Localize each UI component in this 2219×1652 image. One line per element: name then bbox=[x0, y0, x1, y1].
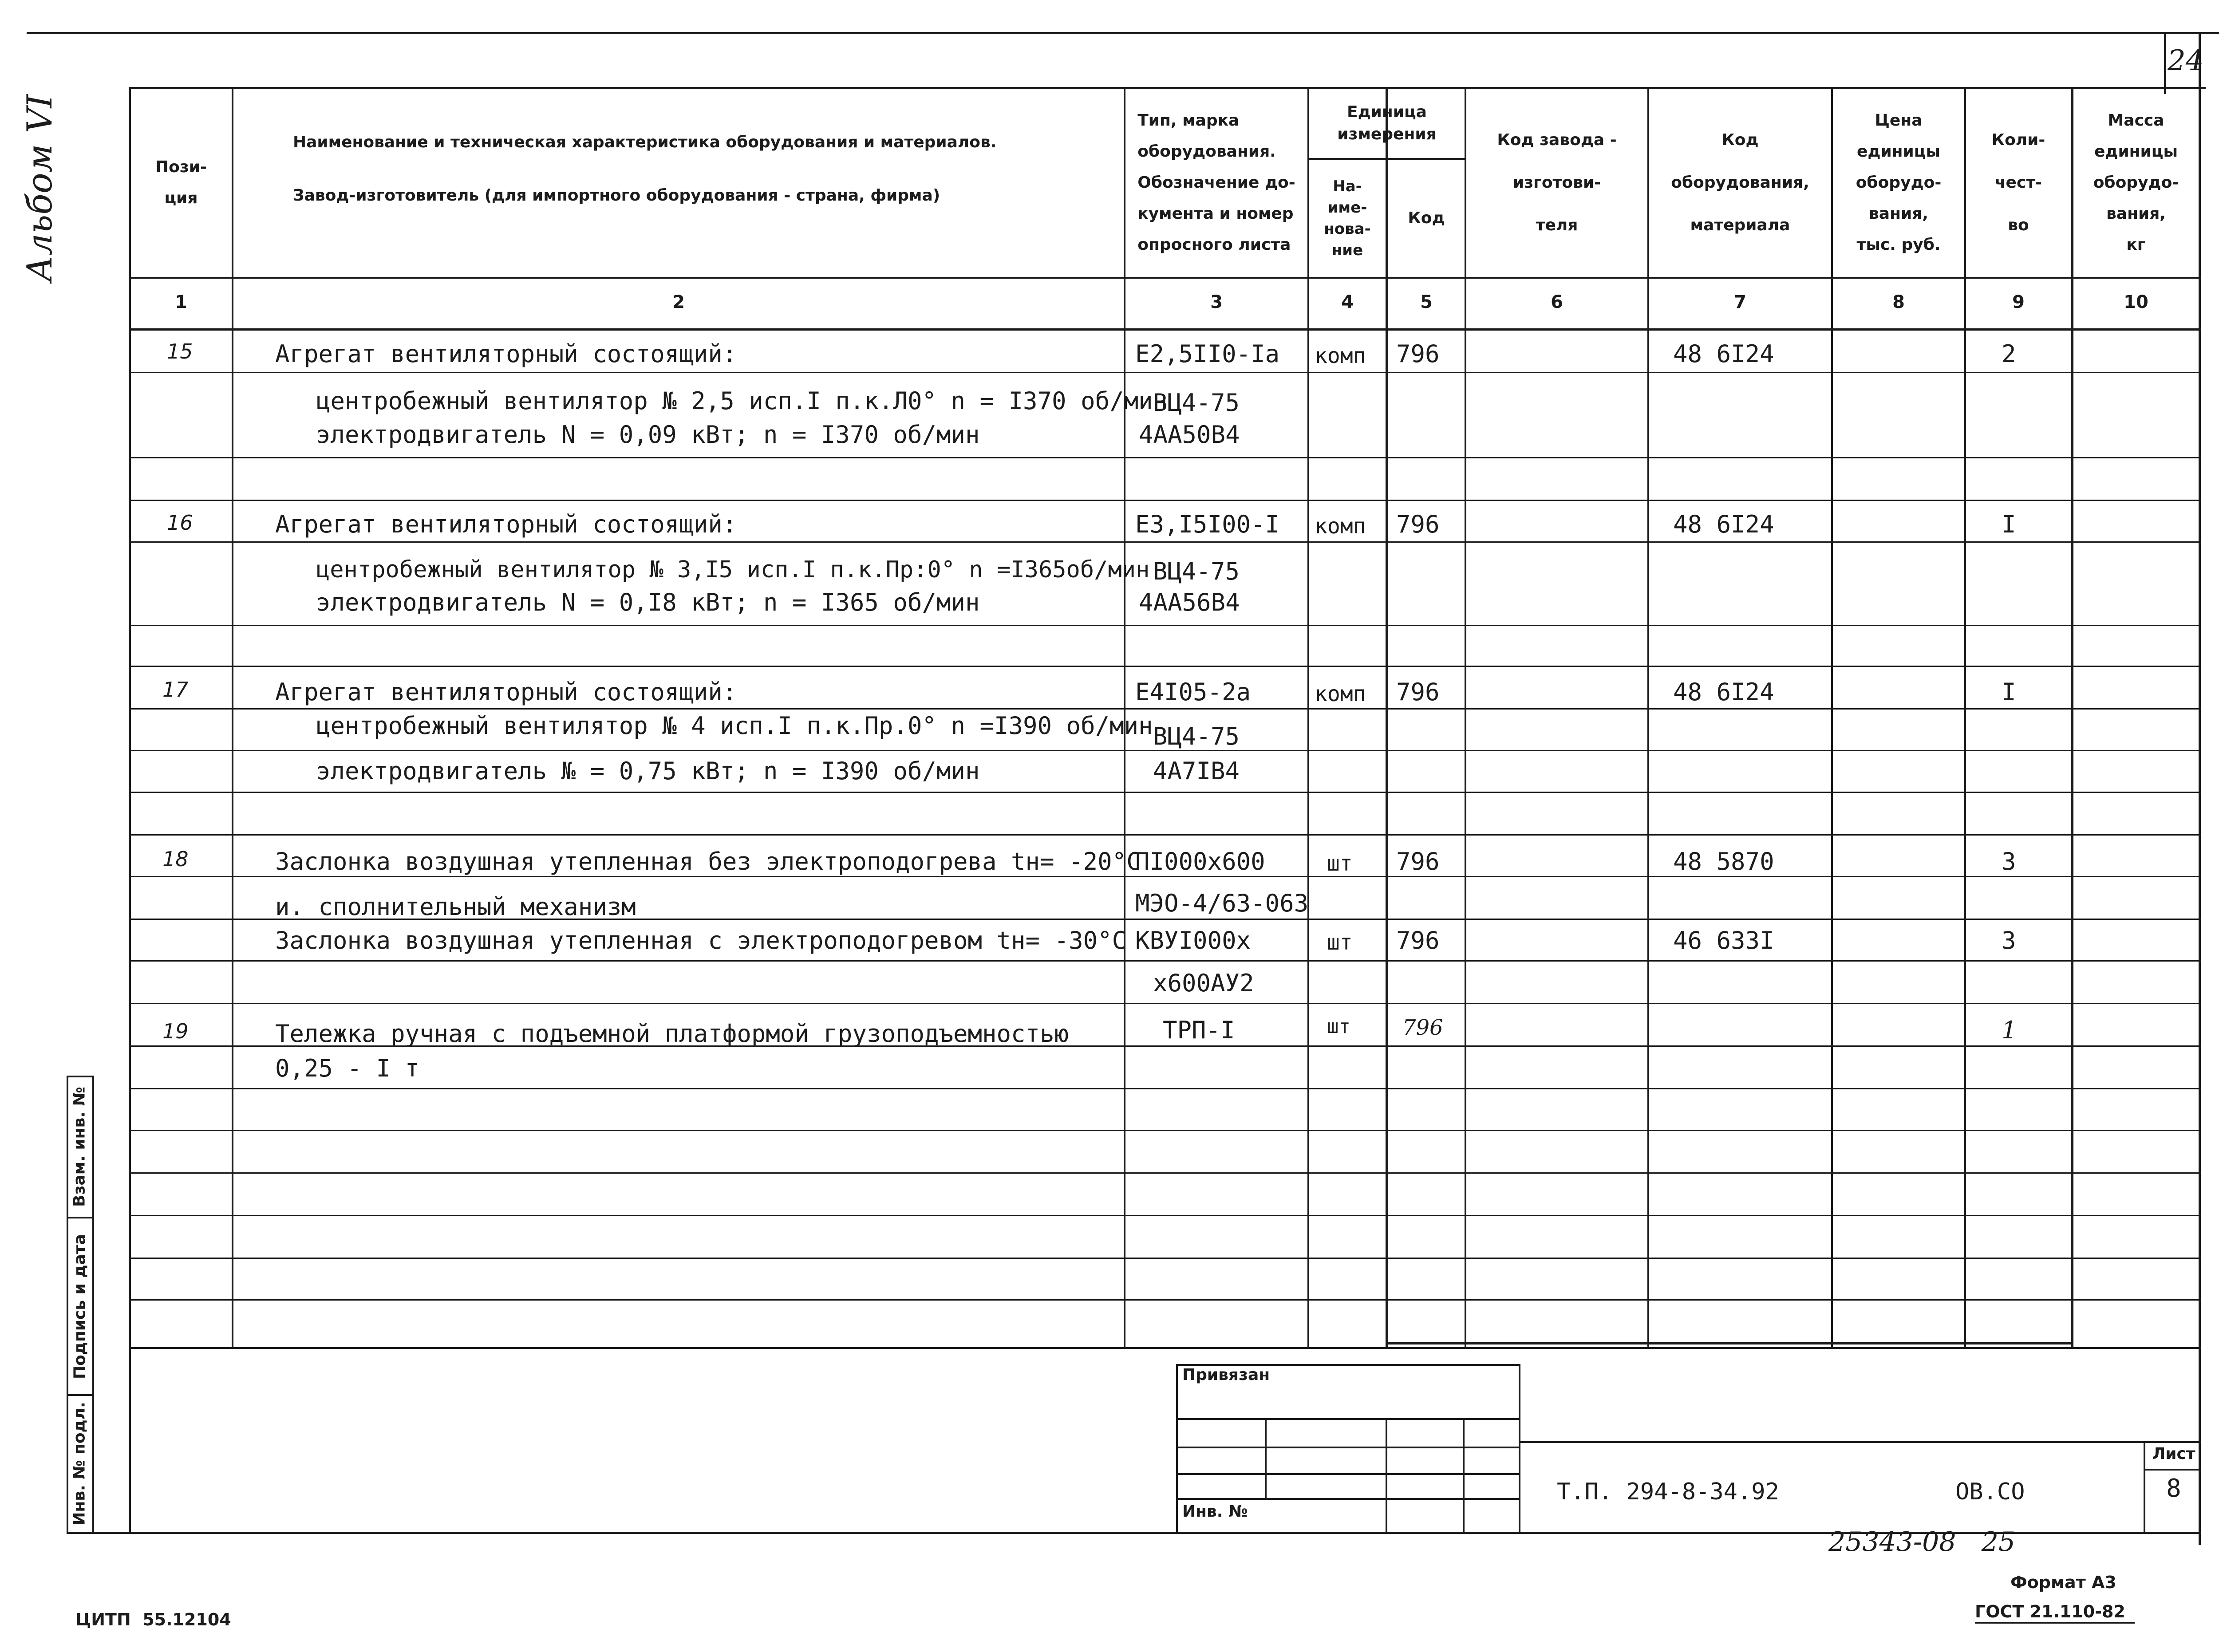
handwritten-code: 25343-08 25 bbox=[1828, 1526, 2016, 1557]
album-label: Альбом VI bbox=[20, 94, 60, 282]
row-type: ТРП-I bbox=[1163, 1016, 1235, 1044]
gost-label: ГОСТ 21.110-82 bbox=[1975, 1602, 2125, 1621]
privyazan-label: Привязан bbox=[1182, 1366, 1270, 1384]
inv-podl-label: Инв. № подл. bbox=[70, 1402, 89, 1526]
row-equipment-code: 48 6I24 bbox=[1673, 678, 1774, 706]
row-unit-code: 796 bbox=[1402, 1015, 1443, 1040]
row-type: 4А7IВ4 bbox=[1153, 757, 1240, 785]
col-num-6: 6 bbox=[1551, 292, 1563, 312]
row-equipment-code: 46 633I bbox=[1673, 927, 1774, 954]
row-unit-code: 796 bbox=[1396, 848, 1440, 875]
col-num-1: 1 bbox=[175, 292, 187, 312]
right-frame-line bbox=[2199, 32, 2201, 1545]
row-name: 0,25 - I т bbox=[275, 1054, 420, 1082]
header-quantity: Коли- чест- во bbox=[1991, 131, 2045, 234]
top-frame-line bbox=[27, 32, 2219, 34]
header-name-line1: Наименование и техническая характеристика оборудования и материалов. bbox=[293, 133, 997, 151]
row-type: Е2,5II0-Iа bbox=[1135, 340, 1280, 368]
row-equipment-code: 48 5870 bbox=[1673, 848, 1774, 875]
row-quantity: 1 bbox=[2002, 1016, 2017, 1044]
col-num-9: 9 bbox=[2012, 292, 2025, 312]
header-price: Цена единицы оборудо- вания, тыс. руб. bbox=[1856, 111, 1942, 254]
col-num-5: 5 bbox=[1420, 292, 1433, 312]
list-label: Лист bbox=[2152, 1445, 2195, 1463]
col-num-10: 10 bbox=[2124, 292, 2148, 312]
row-type: МЭО-4/63-063 bbox=[1135, 889, 1309, 917]
row-unit-code: 796 bbox=[1396, 510, 1440, 538]
gost-underline bbox=[1975, 1622, 2135, 1624]
row-position: 15 bbox=[167, 339, 193, 363]
row-type: 4АА56В4 bbox=[1139, 588, 1240, 616]
format-label: Формат А3 bbox=[2010, 1573, 2116, 1592]
list-number: 8 bbox=[2166, 1474, 2181, 1503]
row-name: Тележка ручная с подъемной платформой грузоподъемностью bbox=[275, 1020, 1069, 1048]
inv-vzam-label: Взам. инв. № bbox=[70, 1087, 89, 1207]
row-name: центробежный вентилятор № 3,I5 исп.I п.к.Пр:0° n =I365об/мин bbox=[316, 556, 1150, 583]
row-equipment-code: 48 6I24 bbox=[1673, 510, 1774, 538]
row-name: электродвигатель № = 0,75 кВт; n = I390 об/мин bbox=[316, 757, 980, 785]
row-type: ВЦ4-75 bbox=[1153, 389, 1240, 417]
row-unit-code: 796 bbox=[1396, 927, 1440, 954]
row-unit-code: 796 bbox=[1396, 340, 1440, 368]
row-unit: комп bbox=[1315, 343, 1366, 368]
row-name: Заслонка воздушная утепленная без электроподогрева tн= -20°С bbox=[275, 848, 1141, 875]
row-name: центробежный вентилятор № 4 исп.I п.к.Пр.0° n =I390 об/мин bbox=[316, 712, 1153, 740]
row-position: 17 bbox=[162, 678, 189, 702]
col-num-3: 3 bbox=[1210, 292, 1223, 312]
row-name: Агрегат вентиляторный состоящий: bbox=[275, 510, 737, 538]
header-unit-name: На- име- нова- ние bbox=[1324, 177, 1371, 259]
row-unit: шт bbox=[1327, 1015, 1350, 1038]
sheet-corner-number: 24 bbox=[2168, 44, 2204, 77]
row-type: х600АУ2 bbox=[1153, 969, 1254, 997]
row-type: Е3,I5I00-I bbox=[1135, 510, 1280, 538]
row-type: КВУI000х bbox=[1135, 927, 1251, 954]
row-quantity: 3 bbox=[2002, 848, 2016, 875]
row-quantity: 3 bbox=[2002, 927, 2016, 954]
row-name: и. сполнительный механизм bbox=[275, 893, 636, 921]
header-unit-code: Код bbox=[1408, 209, 1445, 227]
row-name: электродвигатель N = 0,09 кВт; n = I370 об/мин bbox=[316, 421, 980, 449]
row-name: электродвигатель N = 0,I8 кВт; n = I365 об/мин bbox=[316, 588, 980, 616]
col-num-2: 2 bbox=[672, 292, 685, 312]
row-type: 4АА50В4 bbox=[1139, 421, 1240, 449]
document-number: Т.П. 294-8-34.92 bbox=[1557, 1479, 1779, 1505]
row-name: центробежный вентилятор № 2,5 исп.I п.к.Л0° n = I370 об/мин bbox=[316, 387, 1168, 415]
header-unit-group: Единица измерения bbox=[1337, 103, 1437, 143]
row-unit: комп bbox=[1315, 682, 1366, 706]
row-quantity: 2 bbox=[2002, 340, 2016, 368]
row-name: Агрегат вентиляторный состоящий: bbox=[275, 678, 737, 706]
row-unit: шт bbox=[1327, 930, 1353, 955]
header-name-line2: Завод-изготовитель (для импортного оборудования - страна, фирма) bbox=[293, 186, 940, 205]
col-num-7: 7 bbox=[1734, 292, 1746, 312]
row-quantity: I bbox=[2002, 678, 2016, 706]
header-equipment-code: Код оборудования, материала bbox=[1671, 131, 1809, 234]
row-position: 19 bbox=[162, 1019, 189, 1043]
row-type: ВЦ4-75 bbox=[1153, 557, 1240, 585]
row-unit: шт bbox=[1327, 851, 1353, 876]
row-name: Заслонка воздушная утепленная с электроподогревом tн= -30°С bbox=[275, 927, 1127, 954]
col-num-4: 4 bbox=[1341, 292, 1354, 312]
document-code: ОВ.СО bbox=[1955, 1479, 2025, 1505]
row-position: 16 bbox=[167, 511, 193, 535]
corner-box-left bbox=[2164, 32, 2166, 94]
row-quantity: I bbox=[2002, 510, 2016, 538]
header-factory-code: Код завода - изготови- теля bbox=[1497, 131, 1617, 234]
header-type: Тип, марка оборудования. Обозначение до- кумента и номер опросного листа bbox=[1137, 111, 1295, 254]
row-unit: комп bbox=[1315, 514, 1366, 539]
row-equipment-code: 48 6I24 bbox=[1673, 340, 1774, 368]
cipher-label: ЦИТП 55.12104 bbox=[75, 1610, 231, 1629]
row-unit-code: 796 bbox=[1396, 678, 1440, 706]
header-mass: Масса единицы оборудо- вания, кг bbox=[2093, 111, 2179, 254]
row-type: ВЦ4-75 bbox=[1153, 722, 1240, 750]
row-position: 18 bbox=[162, 847, 189, 871]
signature-date-label: Подпись и дата bbox=[71, 1234, 89, 1379]
header-position: Пози- ция bbox=[155, 158, 207, 207]
row-name: Агрегат вентиляторный состоящий: bbox=[275, 340, 737, 368]
row-type: Е4I05-2а bbox=[1135, 678, 1251, 706]
row-type: ПI000х600 bbox=[1135, 848, 1265, 875]
col-num-8: 8 bbox=[1892, 292, 1905, 312]
inv-no-label: Инв. № bbox=[1182, 1502, 1248, 1521]
